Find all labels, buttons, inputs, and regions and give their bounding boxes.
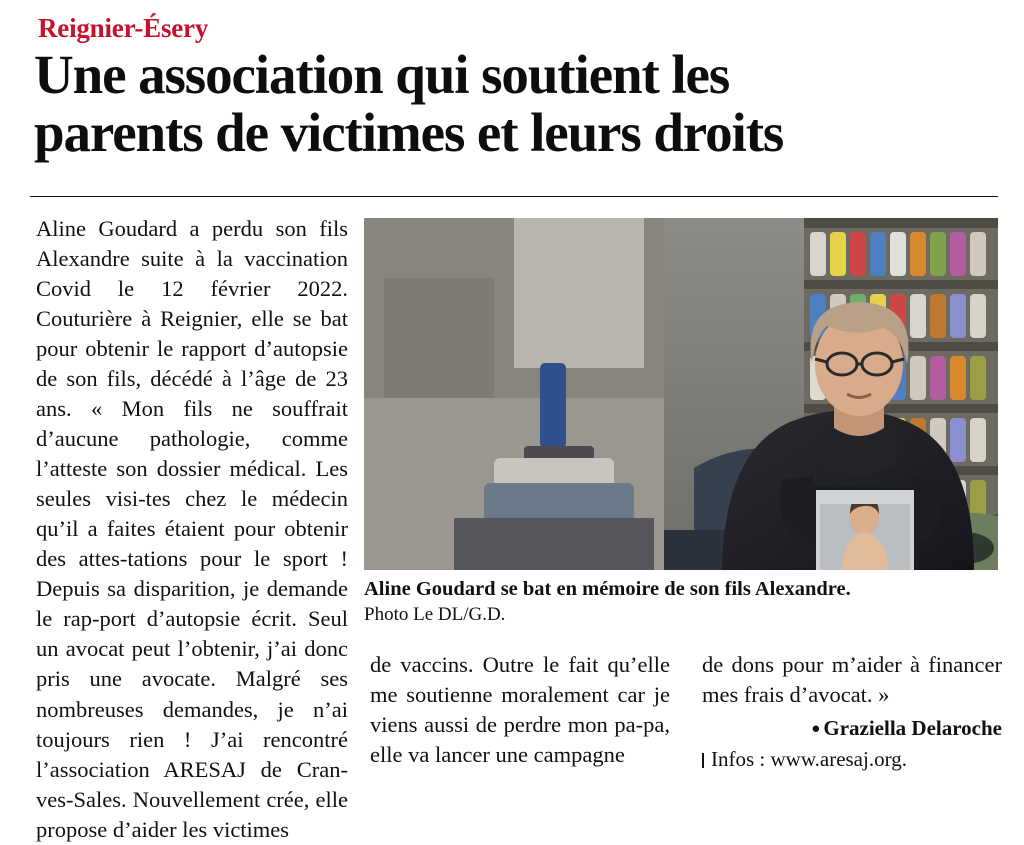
photo-caption: Aline Goudard se bat en mémoire de son fils Alexandre. (364, 578, 851, 600)
bullet-icon: ● (811, 721, 821, 738)
article-column-left (36, 214, 348, 845)
article-column-right (702, 650, 1002, 772)
headline-line-2: parents de victimes et leurs droits (34, 101, 784, 163)
article-body (30, 206, 1002, 842)
infos-text[interactable]: Infos : www.aresaj.org. (711, 747, 907, 772)
lead-paragraph: Aline Goudard a perdu son fils Alexandre suite à la vaccination Covid le 12 février 2022. Couturière à Reignier, elle se bat pour obtenir le rapport d’autopsie de son fils, décédé à l’âge de 23 ans. « Mon fils ne souffrait d’aucune pathologie, comme l’atteste son dossier médical. Les seules visi-tes chez le médecin qu’il a faites étaient pour obtenir des attes-tations pour le sport ! Depuis sa disparition, je demande le rap-port d’autopsie écrit. Seul un avocat peut l’obtenir, j’ai donc pris une avocate. Malgré ses nombreuses demandes, je n’ai toujours rien ! J’ai rencontré l’association ARESAJ de Cran-ves-Sales. Nouvellement crée, elle propose d’aider les victimes (36, 216, 348, 842)
header-divider (30, 196, 998, 197)
vertical-bar-icon (702, 753, 704, 768)
middle-paragraph: de vaccins. Outre le fait qu’elle me soutienne moralement car je viens aussi de perdre mon pa-pa, elle va lancer une campagne (370, 652, 670, 768)
article-column-middle (370, 650, 670, 770)
photo-credit: Photo Le DL/G.D. (364, 603, 506, 625)
article-infos (702, 747, 1002, 772)
right-paragraph: de dons pour m’aider à financer mes frais d’avocat. » (702, 652, 1002, 708)
article-figure (364, 218, 998, 626)
article-byline (702, 716, 1002, 741)
byline-author: Graziella Delaroche (823, 716, 1002, 741)
page-title (34, 44, 1002, 163)
headline-line-1: Une association qui soutient les (34, 44, 730, 106)
article-photo (364, 218, 998, 570)
article-kicker: Reignier-Ésery (38, 13, 209, 43)
